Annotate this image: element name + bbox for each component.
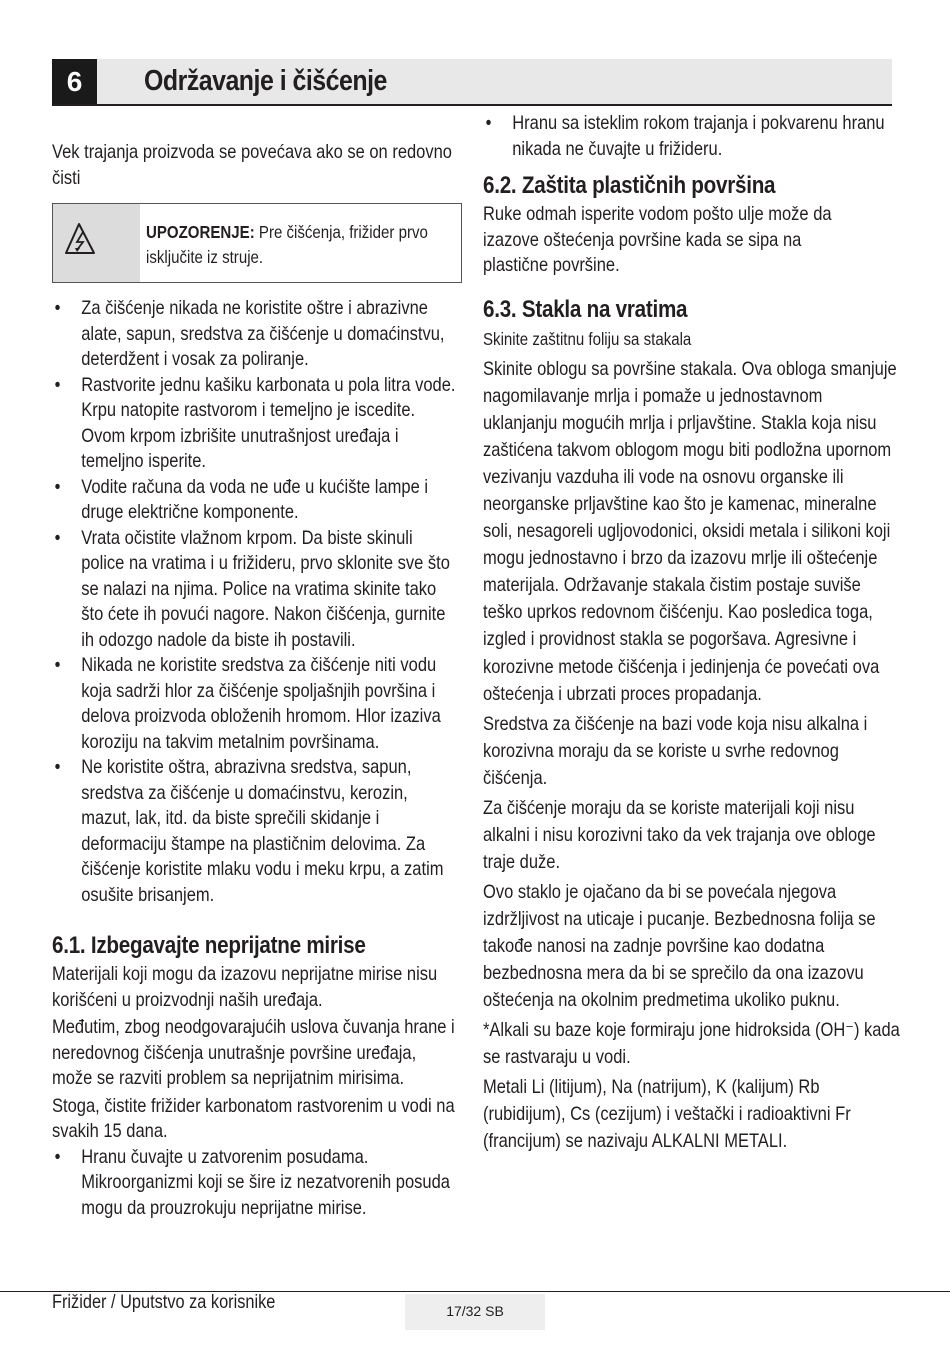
page-number: 17/32 SB bbox=[405, 1294, 545, 1330]
list-item: • Vrata očistite vlažnom krpom. Da biste skinuli police na vratima i u frižideru, prvo sklonite sve što se nalazi na njima. Police na vratima skinite tako što ćete ih povući nagore. Nakon čišćenja, gurnite ih odozgo nadole da biste ih postavili. bbox=[52, 526, 456, 654]
footer-title: Frižider / Uputstvo za korisnike bbox=[52, 1292, 276, 1313]
section-6-2-heading-wrap bbox=[483, 172, 775, 200]
warning-icon-cell bbox=[53, 204, 140, 282]
section-heading: 6.1. Izbegavajte neprijatne mirise bbox=[52, 932, 366, 959]
odor-bullet-list bbox=[52, 1145, 456, 1222]
chapter-header bbox=[52, 59, 892, 106]
paragraph: Skinite zaštitnu foliju sa stakala bbox=[483, 329, 692, 349]
list-item: • Nikada ne koristite sredstva za čišćenje niti vodu koja sadrži hlor za čišćenje spoljašnjih površina i delova proizvoda obloženih hromom. Hlor izaziva koroziju na takvim metalnim površinama. bbox=[52, 653, 456, 755]
chapter-title: Održavanje i čišćenje bbox=[144, 65, 387, 97]
list-item: • Za čišćenje nikada ne koristite oštre i abrazivne alate, sapun, sredstva za čišćenje u domaćinstvu, deterdžent i vosak za poliranje. bbox=[52, 296, 456, 373]
warning-text bbox=[146, 220, 464, 270]
section-6-1-heading-wrap bbox=[52, 932, 366, 960]
intro-text: Vek trajanja proizvoda se povećava ako se on redovno čisti bbox=[52, 142, 452, 189]
section-6-3-body bbox=[483, 327, 900, 1155]
list-item: • Ne koristite oštra, abrazivna sredstva, sapun, sredstva za čišćenje u domaćinstvu, kerozin, mazut, lak, itd. da biste sprečili skidanje i deformaciju štampe na plastičnim delovima. Za čišćenje koristite mlaku vodu i meku krpu, a zatim osušite brisanjem. bbox=[52, 755, 456, 908]
warning-message: Pre čišćenja, frižider prvo isključite iz struje. bbox=[146, 222, 428, 267]
warning-box bbox=[52, 203, 462, 283]
paragraph: Za čišćenje moraju da se koriste materijali koji nisu alkalni i nisu korozivni tako da vek trajanja ove obloge traje duže. bbox=[483, 797, 876, 873]
paragraph: Međutim, zbog neodgovarajućih uslova čuvanja hrane i neredovnog čišćenja unutrašnje površine uređaja, može se razviti problem sa neprijatnim mirisima. bbox=[52, 1017, 455, 1089]
paragraph: Metali Li (litijum), Na (natrijum), K (kalijum) Rb (rubidijum), Cs (cezijum) i veštački i radioaktivni Fr (francijum) se nazivaju ALKALNI METALI. bbox=[483, 1076, 851, 1152]
paragraph: Materijali koji mogu da izazovu neprijatne mirise nisu korišćeni u proizvodnji naših uređaja. bbox=[52, 964, 438, 1011]
section-6-2-body: Ruke odmah isperite vodom pošto ulje može da izazove oštećenja površine kada se sipa na plastične površine. bbox=[483, 204, 832, 276]
paragraph: *Alkali su baze koje formiraju jone hidroksida (OH⁻) kada se rastvaraju u vodi. bbox=[483, 1019, 900, 1068]
section-heading: 6.3. Stakla na vratima bbox=[483, 296, 688, 323]
chapter-number: 6 bbox=[52, 59, 97, 104]
list-item: • Hranu sa isteklim rokom trajanja i pokvarenu hranu nikada ne čuvajte u frižideru. bbox=[483, 111, 887, 162]
list-item: • Rastvorite jednu kašiku karbonata u pola litra vode. Krpu natopite rastvorom i temeljno je iscedite. Ovom krpom izbrišite unutrašnjost uređaja i temeljno isperite. bbox=[52, 373, 456, 475]
list-item: • Vodite računa da voda ne uđe u kućište lampe i druge električne komponente. bbox=[52, 475, 456, 526]
cleaning-bullet-list bbox=[52, 296, 456, 908]
section-6-1-body bbox=[52, 962, 456, 1221]
warning-label: UPOZORENJE: bbox=[146, 222, 255, 242]
paragraph: Stoga, čistite frižider karbonatom rastvorenim u vodi na svakih 15 dana. bbox=[52, 1095, 455, 1142]
odor-bullet-list-continued bbox=[483, 111, 887, 162]
list-item: • Hranu čuvajte u zatvorenim posudama. Mikroorganizmi koji se šire iz nezatvorenih posuda mogu da prouzrokuju neprijatne mirise. bbox=[52, 1145, 456, 1222]
paragraph: Sredstva za čišćenje na bazi vode koja nisu alkalna i korozivna moraju da se koriste u svrhe redovnog čišćenja. bbox=[483, 713, 868, 789]
section-6-3-heading-wrap bbox=[483, 296, 687, 324]
electric-warning-icon bbox=[53, 204, 140, 282]
odor-list-continued bbox=[483, 111, 887, 162]
section-heading: 6.2. Zaštita plastičnih površina bbox=[483, 172, 776, 199]
paragraph: Ovo staklo je ojačano da bi se povećala njegova izdržljivost na uticaje i pucanje. Bezbednosna folija se takođe nanosi na zadnje površine kao dodatna bezbednosna mera da bi se sprečilo da ona izazovu oštećenja na okolnim predmetima ukoliko puknu. bbox=[483, 881, 876, 1011]
paragraph: Skinite oblogu sa površine stakala. Ova obloga smanjuje nagomilavanje mrlja i pomaže u jednostavnom uklanjanju mogućih mrlja i prljavštine. Stakla koja nisu zaštićena takvom oblogom mogu biti podložna upornom vezivanju vazduha ili vode na osnovu organske ili neorganske prljavštine kao što je kamenac, mineralne soli, nesagoreli ugljovodonici, oksidi metala i silikoni koji mogu jednostavno i brzo da izazovu mrlje ili oštećenje materijala. Održavanje stakala čistim postaje suviše teško uprkos redovnom čišćenju. Kao posledica toga, izgled i providnost stakla se pogoršava. Agresivne i korozivne metode čišćenja i jedinjenja će povećati ova oštećenja i ubrzati proces propadanja. bbox=[483, 358, 897, 705]
cleaning-list-wrap bbox=[52, 296, 456, 908]
